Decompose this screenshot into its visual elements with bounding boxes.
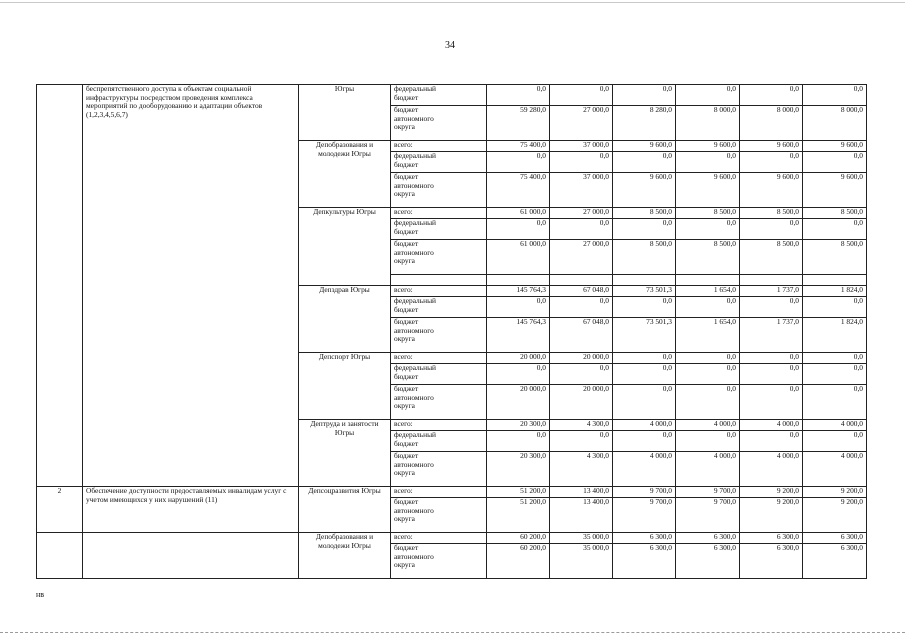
amount-cell: 145 764,3 [487,286,550,297]
funding-source-cell: бюджет автономного округа [391,318,487,353]
amount-cell: 8 500,0 [740,240,803,275]
page-number: 34 [445,40,455,51]
amount-cell: 0,0 [803,353,867,364]
amount-cell: 6 300,0 [613,544,676,579]
amount-cell: 6 300,0 [740,544,803,579]
amount-cell: 4 000,0 [740,452,803,487]
empty-cell [676,275,740,286]
amount-cell: 4 000,0 [676,420,740,431]
amount-cell: 4 000,0 [676,452,740,487]
amount-cell: 9 600,0 [740,141,803,152]
amount-cell: 9 200,0 [803,498,867,533]
amount-cell: 4 000,0 [803,420,867,431]
amount-cell: 0,0 [740,431,803,452]
funding-source-cell: бюджет автономного округа [391,173,487,208]
amount-cell: 60 200,0 [487,544,550,579]
funding-source-cell: всего: [391,141,487,152]
amount-cell: 8 500,0 [613,240,676,275]
amount-cell: 60 200,0 [487,533,550,544]
amount-cell: 0,0 [676,364,740,385]
amount-cell: 61 000,0 [487,240,550,275]
amount-cell: 0,0 [550,152,613,173]
amount-cell: 37 000,0 [550,141,613,152]
empty-cell [487,275,550,286]
amount-cell: 4 000,0 [613,452,676,487]
amount-cell: 8 500,0 [676,208,740,219]
amount-cell: 1 737,0 [740,286,803,297]
amount-cell: 9 700,0 [613,498,676,533]
footer-mark: нв [36,590,45,599]
executor-cell: Депздрав Югры [299,286,391,353]
amount-cell: 6 300,0 [803,544,867,579]
amount-cell: 0,0 [487,85,550,106]
amount-cell: 67 048,0 [550,286,613,297]
amount-cell: 51 200,0 [487,498,550,533]
amount-cell: 9 200,0 [740,487,803,498]
amount-cell: 9 600,0 [740,173,803,208]
amount-cell: 1 654,0 [676,318,740,353]
amount-cell: 0,0 [676,297,740,318]
budget-table [36,84,867,579]
amount-cell: 6 300,0 [803,533,867,544]
amount-cell: 9 700,0 [676,498,740,533]
funding-source-cell: федеральный бюджет [391,297,487,318]
amount-cell: 0,0 [487,219,550,240]
empty-cell [740,275,803,286]
funding-source-cell: всего: [391,487,487,498]
amount-cell: 0,0 [676,353,740,364]
amount-cell: 75 400,0 [487,141,550,152]
amount-cell: 145 764,3 [487,318,550,353]
funding-source-cell: федеральный бюджет [391,152,487,173]
executor-cell: Депсоцразвития Югры [299,487,391,533]
amount-cell: 0,0 [613,152,676,173]
amount-cell: 67 048,0 [550,318,613,353]
amount-cell: 0,0 [613,431,676,452]
amount-cell: 1 824,0 [803,318,867,353]
amount-cell: 0,0 [803,431,867,452]
amount-cell: 9 600,0 [803,173,867,208]
amount-cell: 61 000,0 [487,208,550,219]
amount-cell: 0,0 [676,431,740,452]
funding-source-cell: всего: [391,208,487,219]
amount-cell: 6 300,0 [740,533,803,544]
funding-source-cell: федеральный бюджет [391,219,487,240]
amount-cell: 0,0 [740,152,803,173]
amount-cell: 27 000,0 [550,106,613,141]
table-row [37,85,867,106]
amount-cell: 4 000,0 [803,452,867,487]
amount-cell: 6 300,0 [676,544,740,579]
amount-cell: 9 700,0 [676,487,740,498]
amount-cell: 0,0 [740,364,803,385]
amount-cell: 6 300,0 [676,533,740,544]
amount-cell: 0,0 [740,85,803,106]
row-number-cell [37,85,83,487]
amount-cell: 9 600,0 [613,141,676,152]
amount-cell: 4 000,0 [740,420,803,431]
amount-cell: 8 500,0 [803,208,867,219]
amount-cell: 4 300,0 [550,452,613,487]
amount-cell: 8 500,0 [676,240,740,275]
amount-cell: 35 000,0 [550,544,613,579]
amount-cell: 0,0 [550,219,613,240]
amount-cell: 4 300,0 [550,420,613,431]
funding-source-cell: бюджет автономного округа [391,385,487,420]
amount-cell: 73 501,3 [613,318,676,353]
amount-cell: 9 200,0 [740,498,803,533]
amount-cell: 20 000,0 [487,385,550,420]
amount-cell: 0,0 [487,152,550,173]
amount-cell: 0,0 [740,219,803,240]
executor-cell: Югры [299,85,391,141]
amount-cell: 0,0 [740,385,803,420]
measure-name-cell: беспрепятственного доступа к объектам социальной инфраструктуры посредством проведения комплекса мероприятий по дооборудованию и адаптации объектов (1,2,3,4,5,6,7) [83,85,299,487]
amount-cell: 0,0 [613,85,676,106]
funding-source-cell: всего: [391,533,487,544]
amount-cell: 8 500,0 [803,240,867,275]
executor-cell: Депспорт Югры [299,353,391,420]
funding-source-cell: бюджет автономного округа [391,544,487,579]
row-number-cell [37,533,83,579]
amount-cell: 27 000,0 [550,208,613,219]
amount-cell: 20 000,0 [550,353,613,364]
row-number-cell: 2 [37,487,83,533]
empty-cell [803,275,867,286]
amount-cell: 8 000,0 [740,106,803,141]
amount-cell: 13 400,0 [550,498,613,533]
amount-cell: 8 000,0 [676,106,740,141]
amount-cell: 1 654,0 [676,286,740,297]
amount-cell: 9 600,0 [676,141,740,152]
amount-cell: 0,0 [803,85,867,106]
amount-cell: 9 600,0 [803,141,867,152]
amount-cell: 9 600,0 [613,173,676,208]
amount-cell: 0,0 [487,364,550,385]
amount-cell: 8 280,0 [613,106,676,141]
amount-cell: 51 200,0 [487,487,550,498]
empty-cell [613,275,676,286]
amount-cell: 9 600,0 [676,173,740,208]
amount-cell: 0,0 [613,353,676,364]
measure-name-cell: Обеспечение доступности предоставляемых инвалидам услуг с учетом имеющихся у них нарушений (11) [83,487,299,533]
amount-cell: 8 500,0 [740,208,803,219]
funding-source-cell: всего: [391,353,487,364]
executor-cell: Депкультуры Югры [299,208,391,286]
executor-cell: Дептруда и занятости Югры [299,420,391,487]
amount-cell: 0,0 [803,219,867,240]
funding-source-cell: всего: [391,286,487,297]
funding-source-cell: бюджет автономного округа [391,498,487,533]
amount-cell: 35 000,0 [550,533,613,544]
funding-source-cell: бюджет автономного округа [391,452,487,487]
bottom-scan-edge [0,632,905,633]
amount-cell: 0,0 [550,364,613,385]
amount-cell: 27 000,0 [550,240,613,275]
funding-source-cell: федеральный бюджет [391,364,487,385]
funding-source-cell: всего: [391,420,487,431]
amount-cell: 9 200,0 [803,487,867,498]
amount-cell: 0,0 [676,85,740,106]
amount-cell: 6 300,0 [613,533,676,544]
amount-cell: 75 400,0 [487,173,550,208]
amount-cell: 37 000,0 [550,173,613,208]
amount-cell: 59 280,0 [487,106,550,141]
amount-cell: 20 000,0 [550,385,613,420]
amount-cell: 0,0 [613,385,676,420]
table-row [37,533,867,544]
amount-cell: 0,0 [740,353,803,364]
amount-cell: 0,0 [803,152,867,173]
amount-cell: 0,0 [676,152,740,173]
amount-cell: 0,0 [613,364,676,385]
amount-cell: 0,0 [487,297,550,318]
amount-cell: 0,0 [613,297,676,318]
amount-cell: 0,0 [613,219,676,240]
amount-cell: 8 000,0 [803,106,867,141]
amount-cell: 0,0 [803,297,867,318]
amount-cell: 0,0 [803,364,867,385]
amount-cell: 20 300,0 [487,420,550,431]
funding-source-cell: федеральный бюджет [391,85,487,106]
amount-cell: 1 824,0 [803,286,867,297]
table-row [37,487,867,498]
amount-cell: 0,0 [487,431,550,452]
amount-cell: 73 501,3 [613,286,676,297]
funding-source-cell: бюджет автономного округа [391,106,487,141]
amount-cell: 1 737,0 [740,318,803,353]
amount-cell: 0,0 [676,219,740,240]
amount-cell: 20 300,0 [487,452,550,487]
executor-cell: Депобразования и молодежи Югры [299,141,391,208]
funding-source-cell: бюджет автономного округа [391,240,487,275]
funding-source-cell: федеральный бюджет [391,431,487,452]
measure-name-cell [83,533,299,579]
amount-cell: 8 500,0 [613,208,676,219]
amount-cell: 0,0 [550,85,613,106]
amount-cell: 0,0 [740,297,803,318]
amount-cell: 9 700,0 [613,487,676,498]
empty-cell [391,275,487,286]
amount-cell: 0,0 [550,431,613,452]
amount-cell: 13 400,0 [550,487,613,498]
executor-cell: Депобразования и молодежи Югры [299,533,391,579]
amount-cell: 20 000,0 [487,353,550,364]
amount-cell: 4 000,0 [613,420,676,431]
amount-cell: 0,0 [676,385,740,420]
amount-cell: 0,0 [550,297,613,318]
amount-cell: 0,0 [803,385,867,420]
top-scan-edge [0,0,905,5]
empty-cell [550,275,613,286]
